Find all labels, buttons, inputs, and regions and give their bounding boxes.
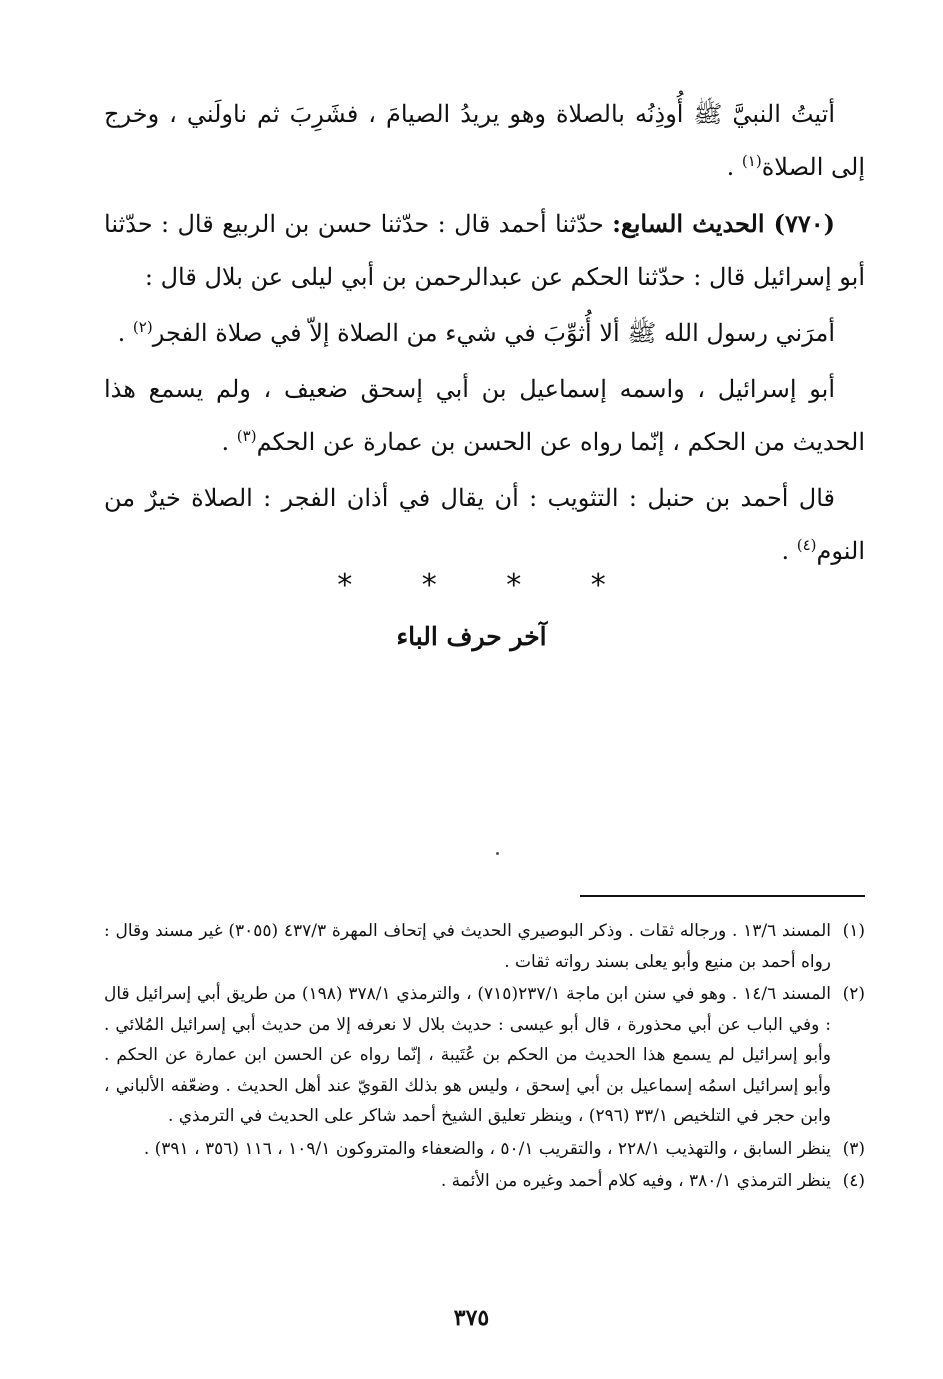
main-text [104, 88, 865, 581]
hadith-chain: حدّثنا أحمد قال : حدّثنا حسن بن الربيع قال : حدّثنا أبو إسرائيل قال : حدّثنا الحكم عن عبدالرحمن بن أبي ليلى عن بلال قال : [104, 210, 865, 291]
paragraph-4-text: أبو إسرائيل ، واسمه إسماعيل بن أبي إسحق ضعيف ، ولم يسمع هذا الحديث من الحكم ، إنّما رواه عن الحسن بن عمارة عن الحكم [104, 375, 865, 456]
end-mark: . [117, 319, 133, 347]
end-mark: . [221, 428, 237, 456]
paragraph-1-text: أتيتُ النبيَّ ﷺ أُوذِنُه بالصلاة وهو يريدُ الصيامَ ، فشَرِبَ ثم ناولَني ، وخرج إلى الصلاة [104, 100, 865, 181]
footnote-ref-2: (٢) [132, 318, 153, 336]
hadith-text [104, 307, 865, 360]
paragraph-1 [104, 88, 865, 194]
footnote-4 [104, 1166, 865, 1197]
footnote-text: ينظر الترمذي ٣٨٠/١ ، وفيه كلام أحمد وغيره من الأئمة . [440, 1171, 831, 1191]
footnote-number: (٢) [842, 984, 865, 1004]
section-separator: * * * * [337, 568, 636, 603]
footnote-3 [104, 1134, 865, 1165]
hadith-text-body: أمرَني رسول الله ﷺ ألا أُثوِّبَ في شيء من الصلاة إلاّ في صلاة الفجر [152, 319, 835, 347]
page-number: ٣٧٥ [453, 1305, 490, 1331]
footnote-text: المسند ١٣/٦ . ورجاله ثقات . وذكر البوصيري الحديث في إتحاف المهرة ٤٣٧/٣ (٣٠٥٥) غير مسند وقال : رواه أحمد بن منيع وأبو يعلى بسند رواته ثقات . [104, 921, 831, 972]
footnote-text: ينظر السابق ، والتهذيب ٢٢٨/١ ، والتقريب ٥٠/١ ، والضعفاء والمتروكون ١٠٩/١ ، ١١٦ (٣٥٦ ، ٣٩١) . [143, 1138, 831, 1159]
footnote-number: (٣) [842, 1138, 865, 1159]
footnote-ref-1: (١) [741, 152, 762, 170]
footnotes [104, 916, 865, 1199]
end-mark: . [726, 153, 742, 181]
hadith-770 [104, 197, 865, 304]
footnote-rule [580, 895, 865, 897]
footnote-1 [104, 916, 865, 977]
footnote-number: (١) [842, 921, 865, 941]
hadith-heading: (٧٧٠) الحديث السابع: [612, 209, 835, 238]
paragraph-5 [104, 472, 865, 578]
footnote-ref-3: (٣) [236, 427, 257, 445]
paragraph-5-text: قال أحمد بن حنبل : التثويب : أن يقال في أذان الفجر : الصلاة خيرٌ من النوم [104, 484, 865, 565]
chapter-end-title: آخر حرف الباء [396, 622, 547, 651]
footnote-ref-4: (٤) [796, 536, 817, 554]
paragraph-4 [104, 363, 865, 469]
footnote-2 [104, 979, 865, 1132]
print-speck [496, 852, 499, 855]
footnote-number: (٤) [842, 1171, 865, 1191]
end-mark: . [781, 537, 797, 565]
footnote-text: المسند ١٤/٦ . وهو في سنن ابن ماجة ٢٣٧/١(٧١٥) ، والترمذي ٣٧٨/١ (١٩٨) من طريق أبي إسرائيل قال : وفي الباب عن أبي محذورة ، قال أبو عيسى : حديث بلال لا نعرفه إلا من حديث أبي إسرائيل المُلائي . وأبو إسرائيل لم يسمع هذا الحديث من الحكم بن عُتَيبة ، إنّما رواه عن الحسن ابن عمارة عن الحكم . وأبو إسرائيل اسمُه إسماعيل بن أبي إسحق ، وليس هو بذلك القويّ عند أهل الحديث . وضعّفه الألباني ، وابن حجر في التلخيص ٣٣/١ (٢٩٦) ، وينظر تعليق الشيخ أحمد شاكر على الحديث في الترمذي . [104, 984, 831, 1126]
